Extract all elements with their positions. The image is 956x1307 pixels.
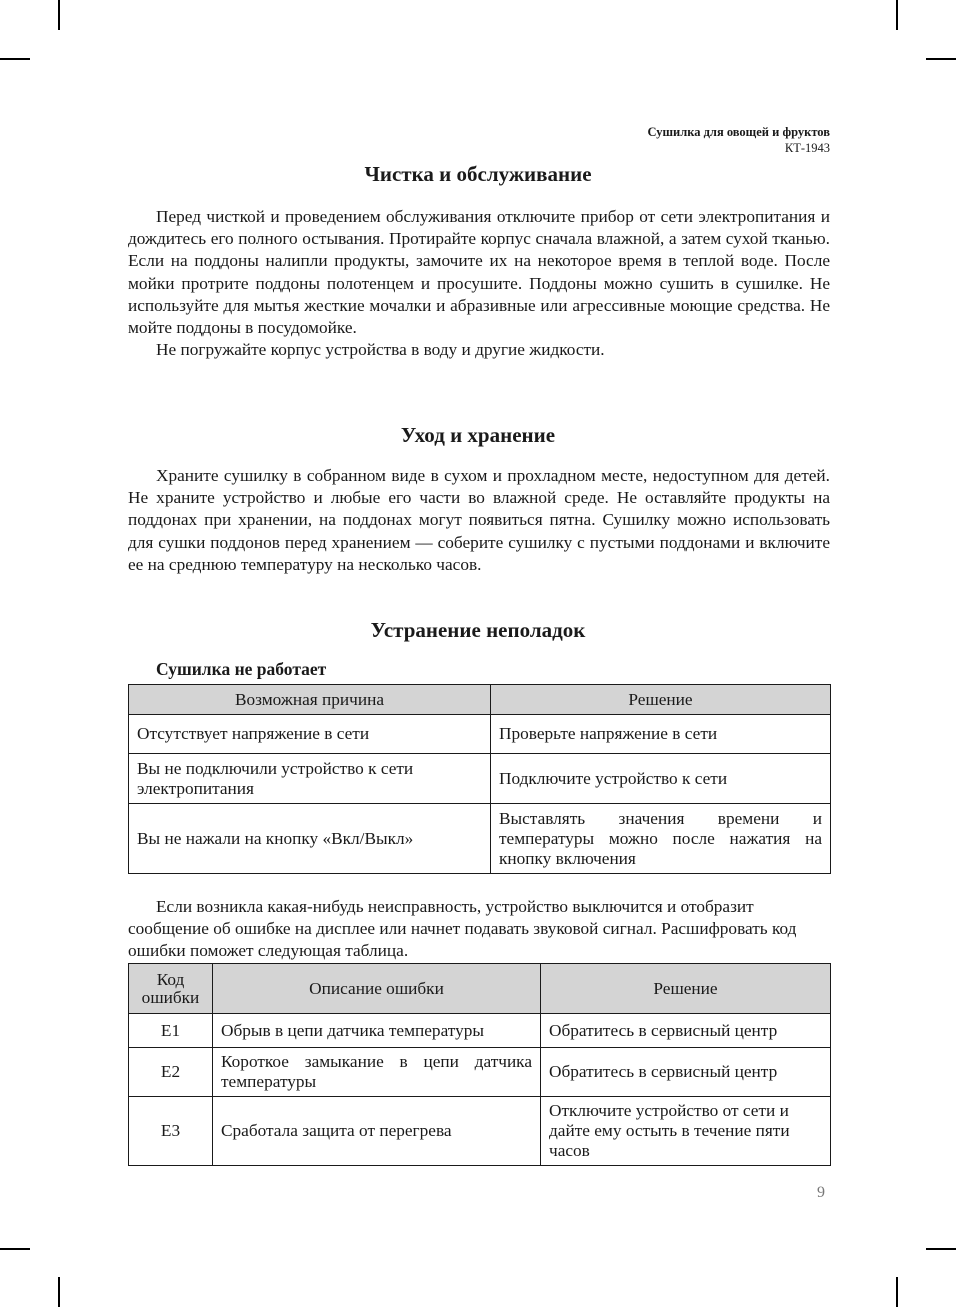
error-codes-table <box>128 963 831 1166</box>
error-intro-text <box>128 896 808 963</box>
crop-mark <box>0 58 30 60</box>
table-row <box>129 1014 831 1048</box>
section-title-cleaning: Чистка и обслуживание <box>364 162 592 186</box>
crop-mark <box>896 1277 898 1307</box>
error-code: E1 <box>129 1014 213 1048</box>
crop-mark <box>58 1277 60 1307</box>
crop-mark <box>0 1248 30 1250</box>
crop-mark <box>58 0 60 30</box>
error-code: E2 <box>129 1048 213 1097</box>
paragraph: Храните сушилку в собранном виде в сухом и прохладном месте, недоступном для детей. Не храните устройство и любые его части во влажной среде. Не оставляйте продукты на поддонах при хранении, на поддонах могут появиться пятна. Сушилку можно использовать для сушки поддонов перед хранением — соберите сушилку с пустыми поддонами и включите ее на среднюю температуру на несколько часов. <box>128 466 830 574</box>
error-description: Короткое замыкание в цепи датчика температуры <box>213 1048 541 1097</box>
section-title-troubleshooting: Устранение неполадок <box>370 618 586 642</box>
error-code: E3 <box>129 1097 213 1166</box>
section-title-storage: Уход и хранение <box>400 423 556 447</box>
column-header: Решение <box>491 685 831 715</box>
column-header: Код ошибки <box>129 964 213 1014</box>
troubleshooting-table <box>128 684 831 874</box>
product-title: Сушилка для овощей и фруктов <box>647 125 830 139</box>
error-solution: Обратитесь в сервисный центр <box>541 1048 831 1097</box>
error-description: Обрыв в цепи датчика температуры <box>213 1014 541 1048</box>
error-description: Сработала защита от перегрева <box>213 1097 541 1166</box>
model-number: КТ-1943 <box>784 141 830 155</box>
error-solution: Обратитесь в сервисный центр <box>541 1014 831 1048</box>
solution-cell: Проверьте напряжение в сети <box>491 715 831 754</box>
table-row <box>129 754 831 804</box>
cause-cell: Вы не подключили устройство к сети электропитания <box>129 754 491 804</box>
table-row <box>129 1048 831 1097</box>
crop-mark <box>926 1248 956 1250</box>
column-header: Описание ошибки <box>213 964 541 1014</box>
solution-cell: Выставлять значения времени и температуры можно после нажатия на кнопку включения <box>491 804 831 874</box>
crop-mark <box>926 58 956 60</box>
solution-cell: Подключите устройство к сети <box>491 754 831 804</box>
cause-cell: Отсутствует напряжение в сети <box>129 715 491 754</box>
column-header: Возможная причина <box>129 685 491 715</box>
table-row <box>129 715 831 754</box>
cause-cell: Вы не нажали на кнопку «Вкл/Выкл» <box>129 804 491 874</box>
paragraph: Не погружайте корпус устройства в воду и другие жидкости. <box>156 340 605 360</box>
paragraph: Перед чисткой и проведением обслуживания отключите прибор от сети электропитания и дождитесь его полного остывания. Протирайте корпус сначала влажной, а затем сухой тканью. Если на поддоны налипли продукты, замочите их на некоторое время в теплой воде. После мойки протрите поддоны полотенцем и просушите. Поддоны можно сушить в сушилке. Не используйте для мытья жесткие мочалки и абразивные или агрессивные моющие средства. Не мойте поддоны в посудомойке. <box>128 207 830 338</box>
page-number: 9 <box>817 1184 825 1201</box>
cleaning-text <box>128 206 830 361</box>
storage-text <box>128 465 830 576</box>
table-row <box>129 804 831 874</box>
column-header: Решение <box>541 964 831 1014</box>
running-header <box>647 124 830 156</box>
error-solution: Отключите устройство от сети и дайте ему остыть в течение пяти часов <box>541 1097 831 1166</box>
table-row <box>129 1097 831 1166</box>
subsection-title: Сушилка не работает <box>156 659 327 679</box>
paragraph: Если возникла какая-нибудь неисправность, устройство выключится и отобразит сообщение об ошибке на дисплее или начнет подавать звуковой сигнал. Расшифровать код ошибки поможет следующая таблица. <box>128 897 797 961</box>
crop-mark <box>896 0 898 30</box>
